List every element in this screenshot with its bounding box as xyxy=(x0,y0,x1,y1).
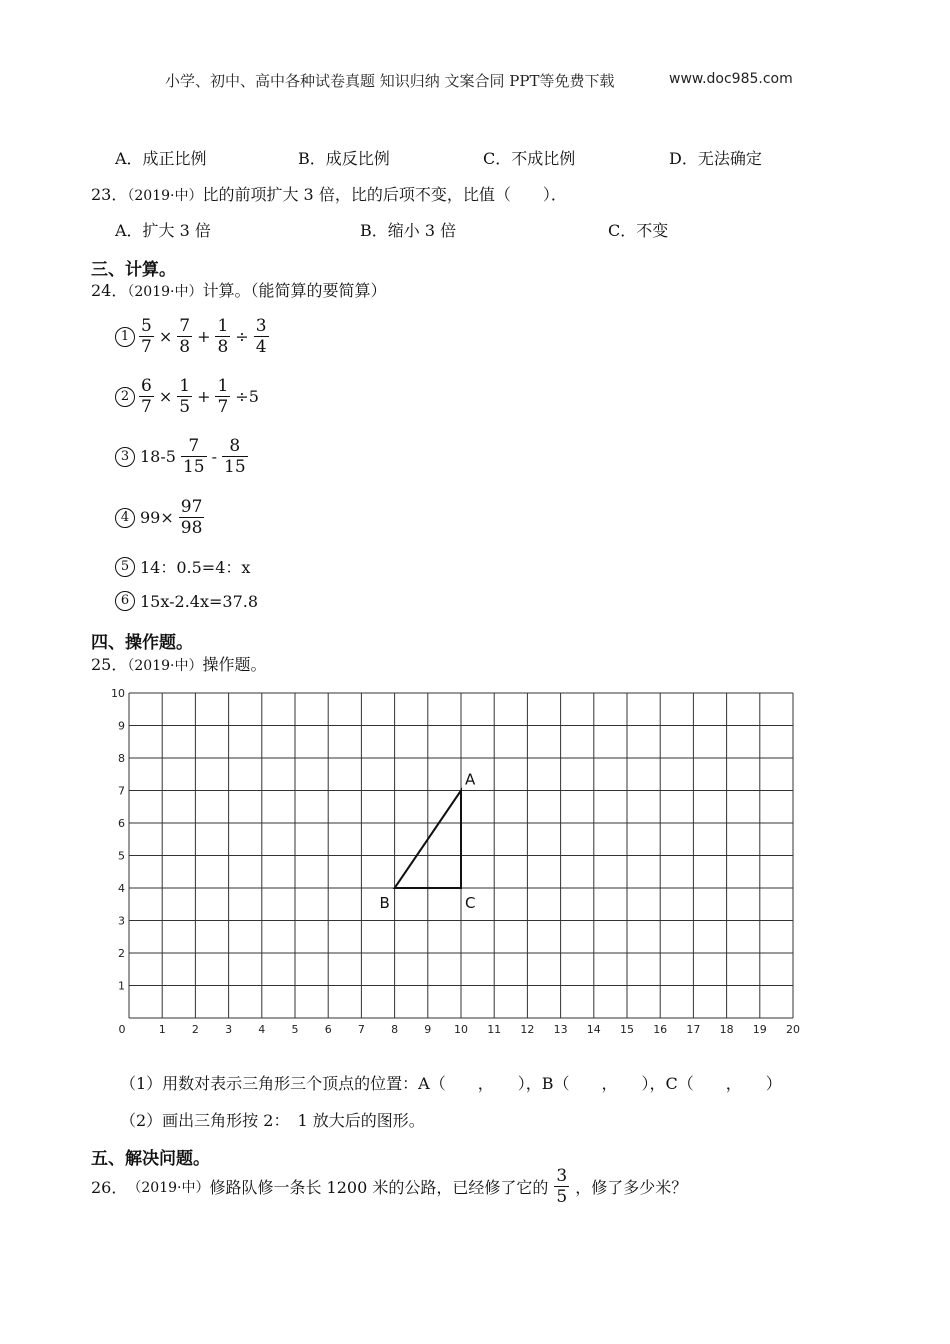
fraction-numerator: 1 xyxy=(217,316,229,336)
question-number: 23． xyxy=(91,185,128,204)
y-tick-label: 7 xyxy=(118,784,125,798)
fraction-denominator: 8 xyxy=(179,337,191,357)
item-number-circle: 5 xyxy=(115,557,135,577)
vertex-label: C xyxy=(465,894,476,912)
fraction-numerator: 3 xyxy=(556,1166,568,1186)
expression-text: 15x-2.4x=37.8 xyxy=(140,591,259,611)
x-tick-label: 17 xyxy=(686,1023,701,1036)
y-tick-label: 9 xyxy=(118,719,125,733)
question-tag: （2019·中） xyxy=(127,658,203,674)
question-23 xyxy=(91,182,567,205)
fraction xyxy=(179,497,205,538)
calc-item xyxy=(115,436,250,477)
q23-option-a: A．扩大 3 倍 xyxy=(115,221,211,240)
expression-text: 18-5 xyxy=(140,447,176,466)
x-tick-label: 6 xyxy=(324,1023,332,1036)
fraction-denominator: 8 xyxy=(217,337,229,357)
fraction-numerator: 97 xyxy=(180,497,203,517)
question-text-end: ，修了多少米？ xyxy=(575,1178,688,1197)
calc-item xyxy=(115,555,253,578)
expression-text: × xyxy=(158,387,173,406)
q25-sub2: （2）画出三角形按 2： 1 放大后的图形。 xyxy=(120,1111,425,1130)
fraction-numerator: 7 xyxy=(188,436,200,456)
y-tick-label: 10 xyxy=(111,687,125,700)
question-tag: （2019·中） xyxy=(127,284,203,300)
fraction-denominator: 5 xyxy=(179,397,191,417)
item-number-circle: 6 xyxy=(115,591,135,611)
q23-option-c: C．不变 xyxy=(608,221,669,240)
question-text: 操作题。 xyxy=(202,655,267,674)
x-tick-label: 4 xyxy=(258,1023,266,1036)
q22-option-a: A．成正比例 xyxy=(115,149,207,168)
question-number: 24． xyxy=(91,281,128,300)
x-tick-label: 8 xyxy=(391,1023,399,1036)
item-number-circle: 2 xyxy=(115,387,135,407)
expression-text: ÷5 xyxy=(235,387,259,406)
expression-text: + xyxy=(197,387,211,406)
section-title-operation: 四、操作题。 xyxy=(91,633,193,653)
fraction-numerator: 3 xyxy=(255,316,267,336)
item-number-circle: 1 xyxy=(115,327,135,347)
question-tag: （2019·中） xyxy=(127,188,203,204)
x-tick-label: 10 xyxy=(454,1023,468,1036)
section-title-problems: 五、解决问题。 xyxy=(91,1149,210,1169)
fraction xyxy=(181,436,207,477)
x-tick-label: 12 xyxy=(520,1023,535,1036)
header-url: www.doc985.com xyxy=(669,71,793,87)
fraction-denominator: 7 xyxy=(141,397,152,417)
y-tick-label: 5 xyxy=(118,849,125,863)
x-tick-label: 3 xyxy=(225,1023,233,1036)
x-tick-label: 19 xyxy=(752,1023,767,1036)
fraction-numerator: 7 xyxy=(179,316,191,336)
y-tick-label: 4 xyxy=(118,882,125,895)
fraction-numerator: 6 xyxy=(141,376,152,396)
calc-item xyxy=(115,316,271,357)
question-25 xyxy=(91,652,266,675)
q22-option-c: C．不成比例 xyxy=(483,149,576,168)
question-number: 26． xyxy=(91,1178,128,1197)
coordinate-grid xyxy=(100,684,810,1040)
fraction xyxy=(222,436,248,477)
x-tick-label: 18 xyxy=(719,1023,734,1036)
section-title-calc: 三、计算。 xyxy=(91,260,176,280)
fraction-numerator: 8 xyxy=(229,436,241,456)
fraction-denominator: 98 xyxy=(180,518,203,538)
expression-text: ÷ xyxy=(235,327,249,346)
fraction-denominator: 7 xyxy=(217,397,229,417)
q25-sub1: （1）用数对表示三角形三个顶点的位置：A（ ， ），B（ ， ），C（ ， ） xyxy=(120,1074,782,1093)
page-header xyxy=(165,70,615,91)
expression-text: × xyxy=(158,327,173,346)
item-number-circle: 4 xyxy=(115,508,135,528)
question-24 xyxy=(91,278,386,301)
calc-item xyxy=(115,376,262,417)
x-tick-label: 5 xyxy=(291,1023,299,1036)
vertex-label: A xyxy=(465,770,476,789)
fraction xyxy=(215,376,230,417)
fraction xyxy=(177,376,192,417)
x-tick-label: 0 xyxy=(118,1023,126,1036)
q23-option-b: B．缩小 3 倍 xyxy=(360,221,457,240)
x-tick-label: 13 xyxy=(553,1023,568,1036)
fraction-denominator: 5 xyxy=(556,1187,568,1207)
fraction-numerator: 1 xyxy=(217,376,229,396)
x-tick-label: 2 xyxy=(191,1023,199,1036)
fraction xyxy=(139,316,154,357)
fraction-denominator: 15 xyxy=(224,457,246,477)
x-tick-label: 15 xyxy=(620,1023,634,1036)
question-26 xyxy=(91,1166,687,1207)
expression-text: 14：0.5=4：x xyxy=(140,558,251,577)
expression-text: 99× xyxy=(140,508,174,527)
fraction xyxy=(139,376,154,417)
calc-item xyxy=(115,591,261,611)
expression-text: - xyxy=(211,447,217,466)
vertex-label: B xyxy=(379,894,390,912)
y-tick-label: 2 xyxy=(118,947,125,960)
y-tick-label: 3 xyxy=(118,914,125,928)
question-number: 25． xyxy=(91,655,128,674)
fraction xyxy=(215,316,230,357)
fraction-denominator: 15 xyxy=(182,457,205,477)
fraction xyxy=(554,1166,569,1207)
q22-option-d: D．无法确定 xyxy=(669,149,762,168)
x-tick-label: 7 xyxy=(357,1023,365,1036)
y-tick-label: 8 xyxy=(118,752,125,765)
y-tick-label: 6 xyxy=(118,817,125,830)
x-tick-label: 1 xyxy=(158,1023,166,1036)
fraction-denominator: 4 xyxy=(255,337,267,357)
y-tick-label: 1 xyxy=(118,979,125,993)
x-tick-label: 20 xyxy=(786,1023,800,1036)
fraction xyxy=(254,316,269,357)
calc-item xyxy=(115,497,206,538)
x-tick-label: 14 xyxy=(586,1023,601,1036)
question-text: 修路队修一条长 1200 米的公路，已经修了它的 xyxy=(209,1178,549,1197)
question-text: 计算。（能简算的要简算） xyxy=(202,281,387,300)
fraction-numerator: 1 xyxy=(179,376,191,396)
item-number-circle: 3 xyxy=(115,447,135,467)
question-tag: （2019·中） xyxy=(127,1179,210,1196)
fraction-numerator: 5 xyxy=(141,316,152,336)
x-tick-label: 16 xyxy=(653,1023,668,1036)
x-tick-label: 11 xyxy=(487,1023,502,1036)
header-text: 小学、初中、高中各种试卷真题 知识归纳 文案合同 PPT等免费下载 xyxy=(165,72,615,90)
question-text: 比的前项扩大 3 倍，比的后项不变，比值（ ）． xyxy=(202,185,567,204)
x-tick-label: 9 xyxy=(424,1023,432,1036)
fraction-denominator: 7 xyxy=(141,337,152,357)
q22-option-b: B．成反比例 xyxy=(298,149,390,168)
expression-text: + xyxy=(197,327,211,346)
fraction xyxy=(177,316,192,357)
